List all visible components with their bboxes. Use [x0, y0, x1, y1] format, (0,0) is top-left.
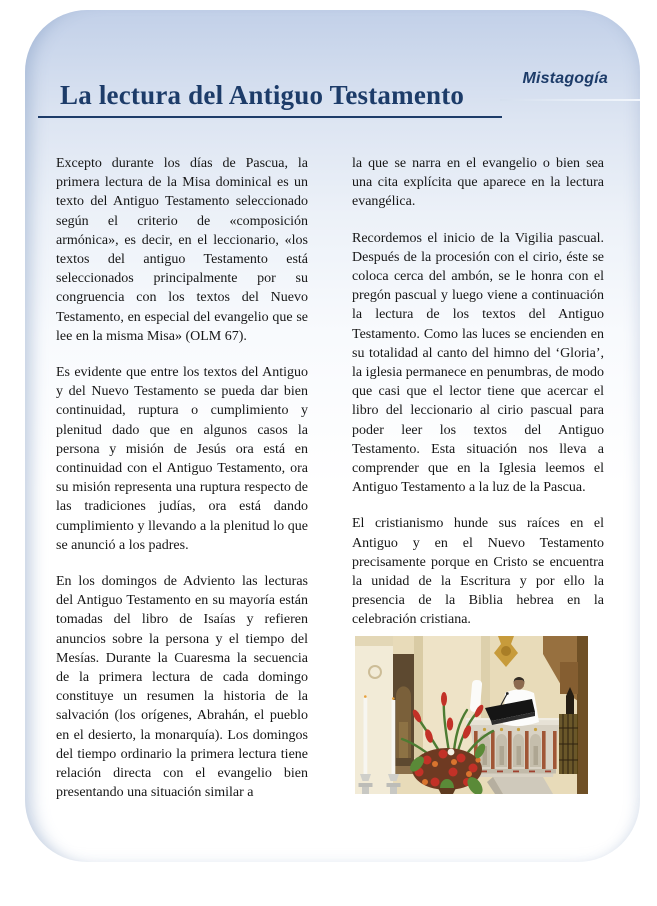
masthead-label: Mistagogía — [522, 70, 608, 87]
paragraph: Excepto durante los días de Pascua, la primera lectura de la Misa dominical es un texto del Antiguo Testamento seleccionado según el criterio de «composición armónica», es decir, en el leccionario, «los textos del antiguo Testamento está seleccionados principalmente por su congruencia con los textos del Nuevo Testamento, en especial del evangelio que se lee en la misma Misa» (OLM 67). — [56, 156, 308, 344]
church-pulpit-photo — [355, 636, 588, 794]
text-column-right — [352, 154, 604, 794]
paragraph: la que se narra en el evangelio o bien sea una cita explícita que aparece en la lectura evangélica. — [352, 156, 604, 210]
title-block — [38, 80, 502, 118]
text-column-left — [56, 154, 308, 803]
page-title: La lectura del Antiguo Testamento — [60, 80, 465, 110]
newsletter-card — [25, 10, 640, 862]
archway — [393, 654, 414, 774]
paragraph: Recordemos el inicio de la Vigilia pascual. Después de la procesión con el cirio, éste se coloca cerca del ambón, se le honra con el pregón pascual y luego viene a continuación la lectura de los textos del Antiguo Testamento. Como las luces se encienden en su totalidad al canto del himno del ‘Gloria’, la iglesia permanece en penumbras, de modo que casi que el lector tiene que acercar el libro del leccionario al cirio pascual para poder leer los textos del Antiguo Testamento. Esta situación nos lleva a comprender que en la Iglesia leemos el Antiguo Testamento a la luz de la Pascua. — [352, 230, 604, 496]
paragraph: El cristianismo hunde sus raíces en el Antiguo y en el Nuevo Testamento precisamente porque en Cristo se encuentra la unidad de la Escritura y por ello la presencia de la Biblia hebrea en la celebración cristiana. — [352, 516, 604, 628]
masthead-rule — [500, 99, 640, 101]
paragraph: En los domingos de Adviento las lecturas del Antiguo Testamento en su mayoría están tomadas del libro de Isaías y refieren anuncios sobre la persona y el tiempo del Mesías. Durante la Cuaresma la secuencia de la primera lectura de cada domingo constituye un resumen la historia de la salvación (los orígenes, Abrahán, el pueblo en el desierto, la monarquía). Los domingos del tiempo ordinario la primera lectura tiene relación directa con el evangelio bien presentando una situación similar a — [56, 574, 308, 801]
paragraph: Es evidente que entre los textos del Antiguo y del Nuevo Testamento se pueda dar bien continuidad, ruptura o cumplimiento y plenitud dado que en algunos casos la persona y misión de Jesús ora está en continuidad con el Antiguo Testamento, ora su misión representa una ruptura respecto de las tradiciones judías, ora está dando cumplimiento y llevando a la plenitud lo que se anunció a los padres. — [56, 365, 308, 553]
